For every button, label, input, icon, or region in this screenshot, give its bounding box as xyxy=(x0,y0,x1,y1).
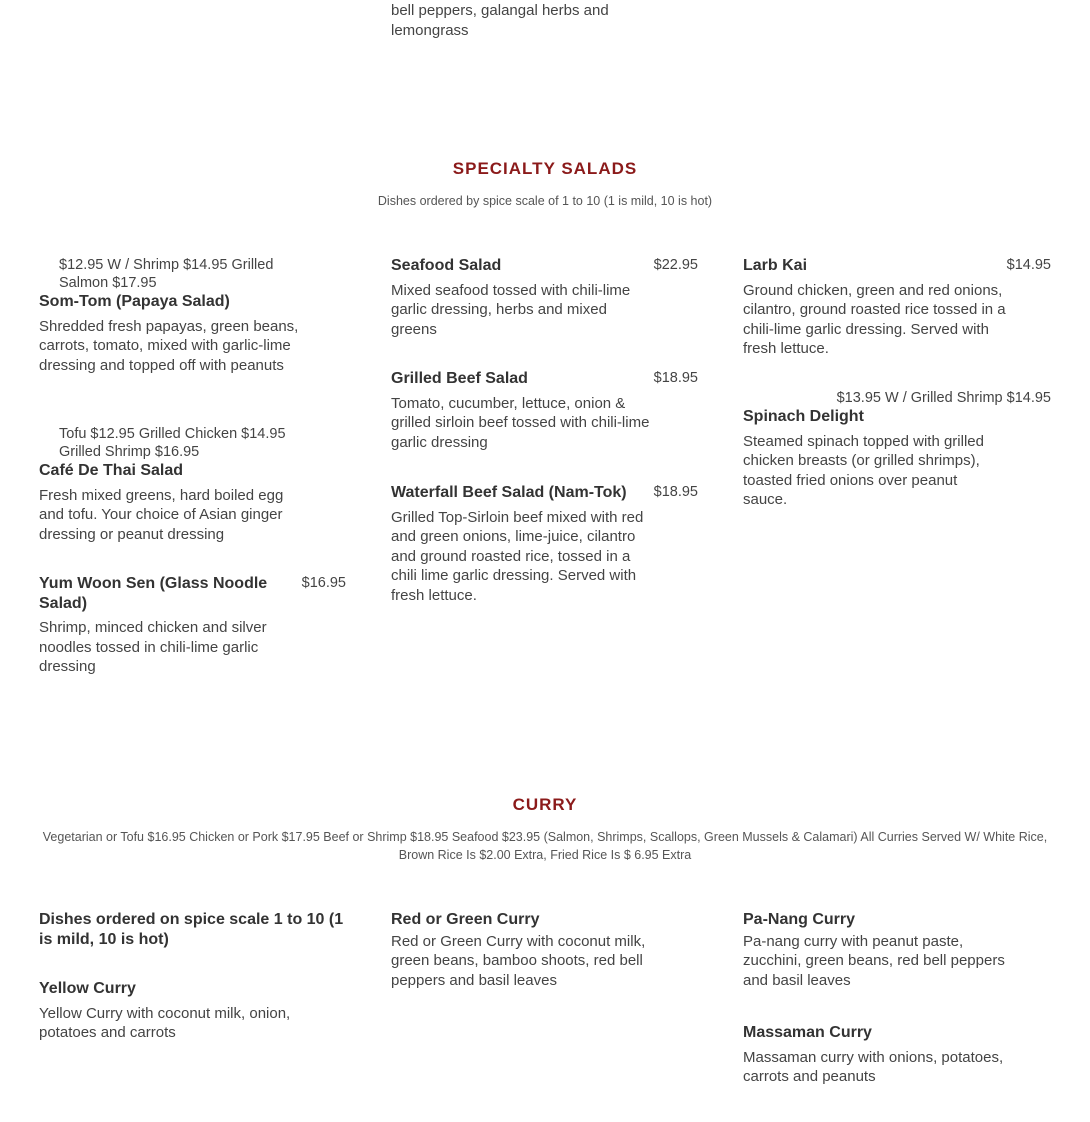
menu-item-name: Café De Thai Salad xyxy=(39,462,184,479)
menu-item-grilled-beef-salad xyxy=(391,369,656,452)
menu-item-name: Red or Green Curry xyxy=(391,911,540,928)
menu-item-name: Larb Kai xyxy=(743,257,808,274)
menu-item-description: Ground chicken, green and red onions, cilantro, ground roasted rice tossed in a chili-lime garlic dressing. Served with fresh lettuce. xyxy=(743,281,1006,357)
menu-item-price: $22.95 xyxy=(653,257,698,273)
menu-item-yum-woon-sen xyxy=(39,574,294,677)
menu-item-description: Pa-nang curry with peanut paste, zucchini, green beans, red bell peppers and basil leaves xyxy=(743,932,1005,989)
previous-item-description: bell peppers, galangal herbs and lemongrass xyxy=(391,2,609,39)
menu-item-description: Mixed seafood tossed with chili-lime garlic dressing, herbs and mixed greens xyxy=(391,281,631,338)
menu-item-price: $18.95 xyxy=(653,370,698,386)
menu-item-name: Seafood Salad xyxy=(391,257,502,274)
menu-item-price-options: $12.95 W / Shrimp $14.95 Grilled Salmon $17.95 xyxy=(59,257,274,291)
menu-item-pa-nang-curry xyxy=(743,910,1005,990)
menu-item-price-options: $13.95 W / Grilled Shrimp $14.95 xyxy=(836,390,1051,406)
menu-item-name: Massaman Curry xyxy=(743,1024,872,1041)
section-title-specialty-salads: SPECIALTY SALADS xyxy=(452,159,638,178)
menu-item-description: Grilled Top-Sirloin beef mixed with red and green onions, lime-juice, cilantro and ground roasted rice, tossed in a chili lime garlic dressing. Served with fresh lettuce. xyxy=(391,508,644,604)
menu-item-name: Waterfall Beef Salad (Nam-Tok) xyxy=(391,484,627,501)
menu-item-description: Steamed spinach topped with grilled chicken breasts (or grilled shrimps), toasted fried onions over peanut sauce. xyxy=(743,432,984,508)
menu-item-seafood-salad xyxy=(391,256,653,339)
menu-item-yellow-curry xyxy=(39,979,301,1043)
menu-item-description: Massaman curry with onions, potatoes, carrots and peanuts xyxy=(743,1048,1004,1085)
menu-item-cafe-de-thai-salad xyxy=(39,461,301,544)
menu-item-name: Grilled Beef Salad xyxy=(391,370,528,387)
menu-item-price: $16.95 xyxy=(301,575,346,591)
menu-item-som-tom xyxy=(39,292,301,375)
menu-item-price-options: Tofu $12.95 Grilled Chicken $14.95 Grilled Shrimp $16.95 xyxy=(59,426,286,460)
menu-item-description: Fresh mixed greens, hard boiled egg and tofu. Your choice of Asian ginger dressing or peanut dressing xyxy=(39,486,284,543)
menu-item-name: Pa-Nang Curry xyxy=(743,911,856,928)
menu-item-description: Tomato, cucumber, lettuce, onion & grilled sirloin beef tossed with chili-lime garlic dressing xyxy=(391,394,650,451)
menu-item-waterfall-beef-salad xyxy=(391,483,653,605)
menu-item-description: Shrimp, minced chicken and silver noodles tossed in chili-lime garlic dressing xyxy=(39,619,267,675)
section-subtitle-curry: Vegetarian or Tofu $16.95 Chicken or Pork $17.95 Beef or Shrimp $18.95 Seafood $23.95 (Salmon, Shrimps, Scallops, Green Mussels & Calamari) All Curries Served W/ White Rice, Brown Rice Is $2.00 Extra, Fried Rice Is $ 6.95 Extra xyxy=(42,830,1048,862)
menu-item-name: Spinach Delight xyxy=(743,408,864,425)
menu-item-price: $18.95 xyxy=(653,484,698,500)
menu-item-name: Yum Woon Sen (Glass Noodle Salad) xyxy=(39,575,268,612)
menu-item-description: Shredded fresh papayas, green beans, carrots, tomato, mixed with garlic-lime dressing and topped off with peanuts xyxy=(39,317,299,374)
menu-item-description: Yellow Curry with coconut milk, onion, potatoes and carrots xyxy=(39,1004,291,1041)
section-title-curry: CURRY xyxy=(512,795,578,814)
menu-item-name: Som-Tom (Papaya Salad) xyxy=(39,293,230,310)
menu-item-red-or-green-curry xyxy=(391,910,656,990)
menu-item-description: Red or Green Curry with coconut milk, green beans, bamboo shoots, red bell peppers and basil leaves xyxy=(391,932,646,989)
menu-item-name: Dishes ordered on spice scale 1 to 10 (1 is mild, 10 is hot) xyxy=(39,911,344,948)
menu-item-price: $14.95 xyxy=(1006,257,1051,273)
menu-note-spice-scale xyxy=(39,910,349,949)
menu-item-name: Yellow Curry xyxy=(39,980,136,997)
section-subtitle-specialty-salads: Dishes ordered by spice scale of 1 to 10 (1 is mild, 10 is hot) xyxy=(377,194,713,208)
menu-item-larb-kai xyxy=(743,256,1008,359)
menu-item-massaman-curry xyxy=(743,1023,1005,1087)
menu-item-spinach-delight xyxy=(743,407,1005,510)
